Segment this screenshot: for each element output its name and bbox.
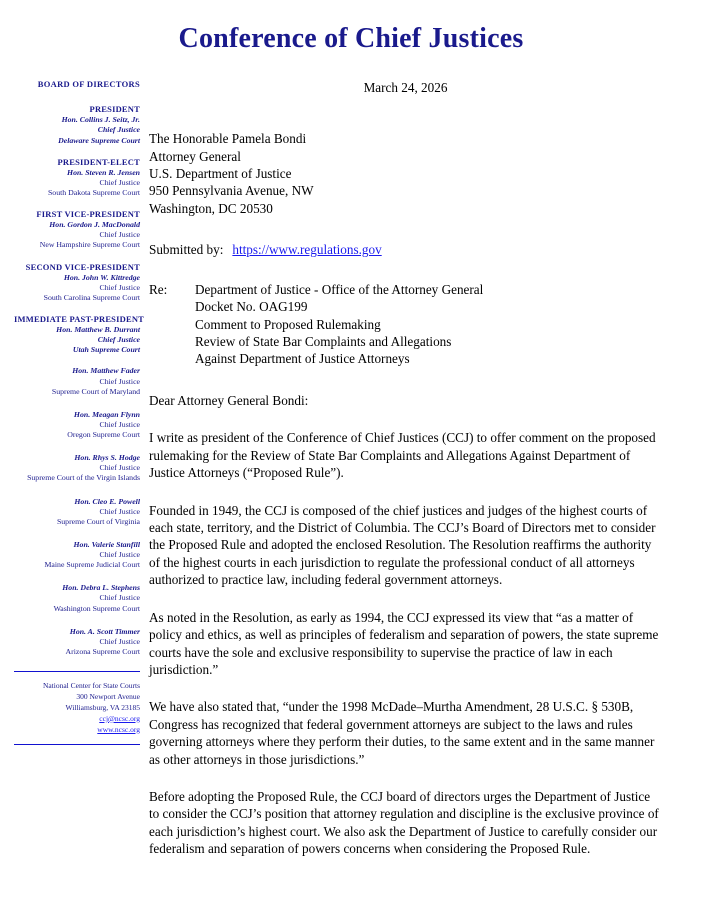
member-court: Supreme Court of Virginia: [56, 516, 140, 526]
letter-paragraph: I write as president of the Conference of Chief Justices (CCJ) to offer comment on the proposed rulemaking for the Review of State Bar Complaints and Allegations Against Department of Justice Attorneys (“Proposed Rule”).: [149, 430, 656, 481]
letter-paragraph: We have also stated that, “under the 1998 McDade–Murtha Amendment, 28 U.S.C. § 530B, Congress has recognized that federal government attorneys are subject to the laws and rules governing attorneys where they perform their duties, to the same extent and in the same manner as other attorneys in those jurisdictions.”: [149, 699, 655, 767]
letter-body: [140, 79, 702, 878]
member-title: Chief Justice: [99, 463, 140, 473]
officer-role: PRESIDENT-ELECT: [57, 156, 140, 167]
officer-title: Chief Justice: [99, 230, 140, 240]
officer-name: Hon. Matthew B. Durrant: [56, 325, 140, 334]
re-line: Against Department of Justice Attorneys: [195, 351, 410, 367]
ncsc-website-link[interactable]: www.ncsc.org: [97, 724, 140, 734]
member-court: Supreme Court of Maryland: [51, 386, 140, 396]
officer-entry: [14, 313, 145, 355]
recipient-line: Washington, DC 20530: [149, 200, 273, 216]
organization-title: Conference of Chief Justices: [178, 23, 524, 54]
member-entry: [14, 410, 140, 440]
officer-name: Hon. Gordon J. MacDonald: [49, 220, 140, 230]
officer-title: Chief Justice: [99, 282, 140, 292]
member-title: Chief Justice: [99, 593, 140, 603]
sidebar-divider-bottom: [14, 744, 140, 745]
re-subject-lines: [195, 281, 483, 368]
member-entry: [14, 453, 140, 483]
re-line: Department of Justice - Office of the Attorney General: [195, 281, 484, 297]
member-entry: [14, 583, 140, 613]
member-name: Hon. Cleo E. Powell: [74, 496, 140, 506]
re-label: Re:: [149, 281, 168, 297]
re-line: Review of State Bar Complaints and Allegations: [195, 334, 452, 350]
officer-court: Utah Supreme Court: [72, 345, 140, 355]
officer-court: South Carolina Supreme Court: [43, 292, 140, 302]
officer-role: SECOND VICE-PRESIDENT: [25, 261, 140, 272]
officer-role: IMMEDIATE PAST-PRESIDENT: [14, 313, 145, 324]
member-title: Chief Justice: [99, 419, 140, 429]
masthead: [0, 0, 702, 55]
officer-role: FIRST VICE-PRESIDENT: [36, 209, 140, 220]
member-court: Maine Supreme Judicial Court: [44, 560, 140, 570]
member-court: Oregon Supreme Court: [67, 430, 140, 439]
officer-name: Hon. Steven R. Jensen: [67, 167, 140, 177]
letter-paragraph: Founded in 1949, the CCJ is composed of the chief justices and judges of the highest courts of each state, territory, and the District of Columbia. The CCJ’s Board of Directors met to consider the Proposed Rule and adopted the enclosed Resolution. The Resolution reaffirms the authority of the highest courts in each jurisdiction to regulate the professional conduct of all attorneys authorized to practice law, including federal government attorneys.: [149, 502, 656, 588]
officer-name: Hon. Collins J. Seitz, Jr.: [61, 115, 140, 125]
members-list: [14, 366, 140, 657]
page-body: [0, 55, 702, 878]
member-entry: [14, 627, 140, 657]
officer-entry: [14, 262, 140, 303]
letter-paragraph: As noted in the Resolution, as early as 1994, the CCJ expressed its view that “as a matter of policy and ethics, as well as principles of federalism and separation of powers, the state supreme courts have the sole and exclusive responsibility to supervise the practice of law in each jurisdiction.”: [149, 609, 659, 677]
sidebar-footer: [14, 681, 140, 735]
member-entry: [14, 366, 140, 396]
recipient-line: 950 Pennsylvania Avenue, NW: [149, 183, 314, 199]
member-court: Arizona Supreme Court: [65, 646, 140, 656]
officer-court: South Dakota Supreme Court: [47, 187, 140, 197]
member-name: Hon. Meagan Flynn: [73, 409, 140, 419]
ncsc-organization: National Center for State Courts: [42, 681, 140, 690]
member-title: Chief Justice: [99, 636, 140, 646]
letter-date: March 24, 2026: [363, 79, 448, 95]
ncsc-city-state-zip: Williamsburg, VA 23185: [65, 702, 140, 712]
re-block: [149, 281, 662, 368]
submitted-by-line: [149, 241, 662, 258]
member-title: Chief Justice: [99, 506, 140, 516]
member-name: Hon. Matthew Fader: [72, 366, 140, 376]
recipient-line: U.S. Department of Justice: [149, 166, 292, 182]
member-name: Hon. Valerie Stanfill: [73, 539, 140, 549]
board-of-directors-sidebar: [0, 78, 145, 746]
officer-entry: [14, 209, 140, 250]
sidebar-heading: BOARD OF DIRECTORS: [37, 78, 140, 89]
re-line: Comment to Proposed Rulemaking: [195, 316, 381, 332]
recipient-address-block: [149, 130, 662, 217]
submitted-by-label: Submitted by:: [149, 242, 224, 258]
member-entry: [14, 540, 140, 570]
officer-title: Chief Justice: [97, 125, 140, 135]
officer-name: Hon. John W. Kittredge: [63, 272, 140, 282]
re-line: Docket No. OAG199: [195, 299, 308, 315]
member-name: Hon. Debra L. Stephens: [62, 583, 140, 593]
regulations-gov-link[interactable]: https://www.regulations.gov: [232, 242, 382, 258]
member-title: Chief Justice: [99, 376, 140, 386]
member-court: Washington Supreme Court: [53, 603, 140, 613]
ncsc-email-link[interactable]: ccj@ncsc.org: [99, 713, 140, 723]
officer-role: PRESIDENT: [89, 104, 140, 115]
member-entry: [14, 497, 140, 527]
letter-paragraphs: [149, 429, 662, 857]
officer-court: New Hampshire Supreme Court: [39, 240, 140, 250]
recipient-line: The Honorable Pamela Bondi: [149, 131, 307, 147]
ncsc-street: 300 Newport Avenue: [76, 691, 140, 701]
officer-court: Delaware Supreme Court: [58, 135, 140, 145]
officer-entry: [14, 157, 140, 198]
recipient-line: Attorney General: [149, 148, 241, 164]
member-name: Hon. A. Scott Timmer: [69, 626, 140, 636]
member-title: Chief Justice: [99, 550, 140, 559]
officer-title: Chief Justice: [97, 335, 140, 345]
officer-entry: [14, 104, 140, 145]
member-name: Hon. Rhys S. Hodge: [74, 453, 140, 463]
letter-paragraph: Before adopting the Proposed Rule, the CCJ board of directors urges the Department of Justice to consider the CCJ’s position that attorney regulation and discipline is the exclusive province of each jurisdiction’s highest court. We also ask the Department of Justice to carefully consider our federalism and separation of powers concerns when considering the Proposed Rule.: [149, 789, 659, 857]
member-court: Supreme Court of the Virgin Islands: [27, 473, 140, 483]
salutation: Dear Attorney General Bondi:: [149, 392, 309, 408]
sidebar-divider-top: [14, 671, 140, 672]
officers-list: [14, 104, 145, 355]
officer-title: Chief Justice: [99, 177, 140, 187]
